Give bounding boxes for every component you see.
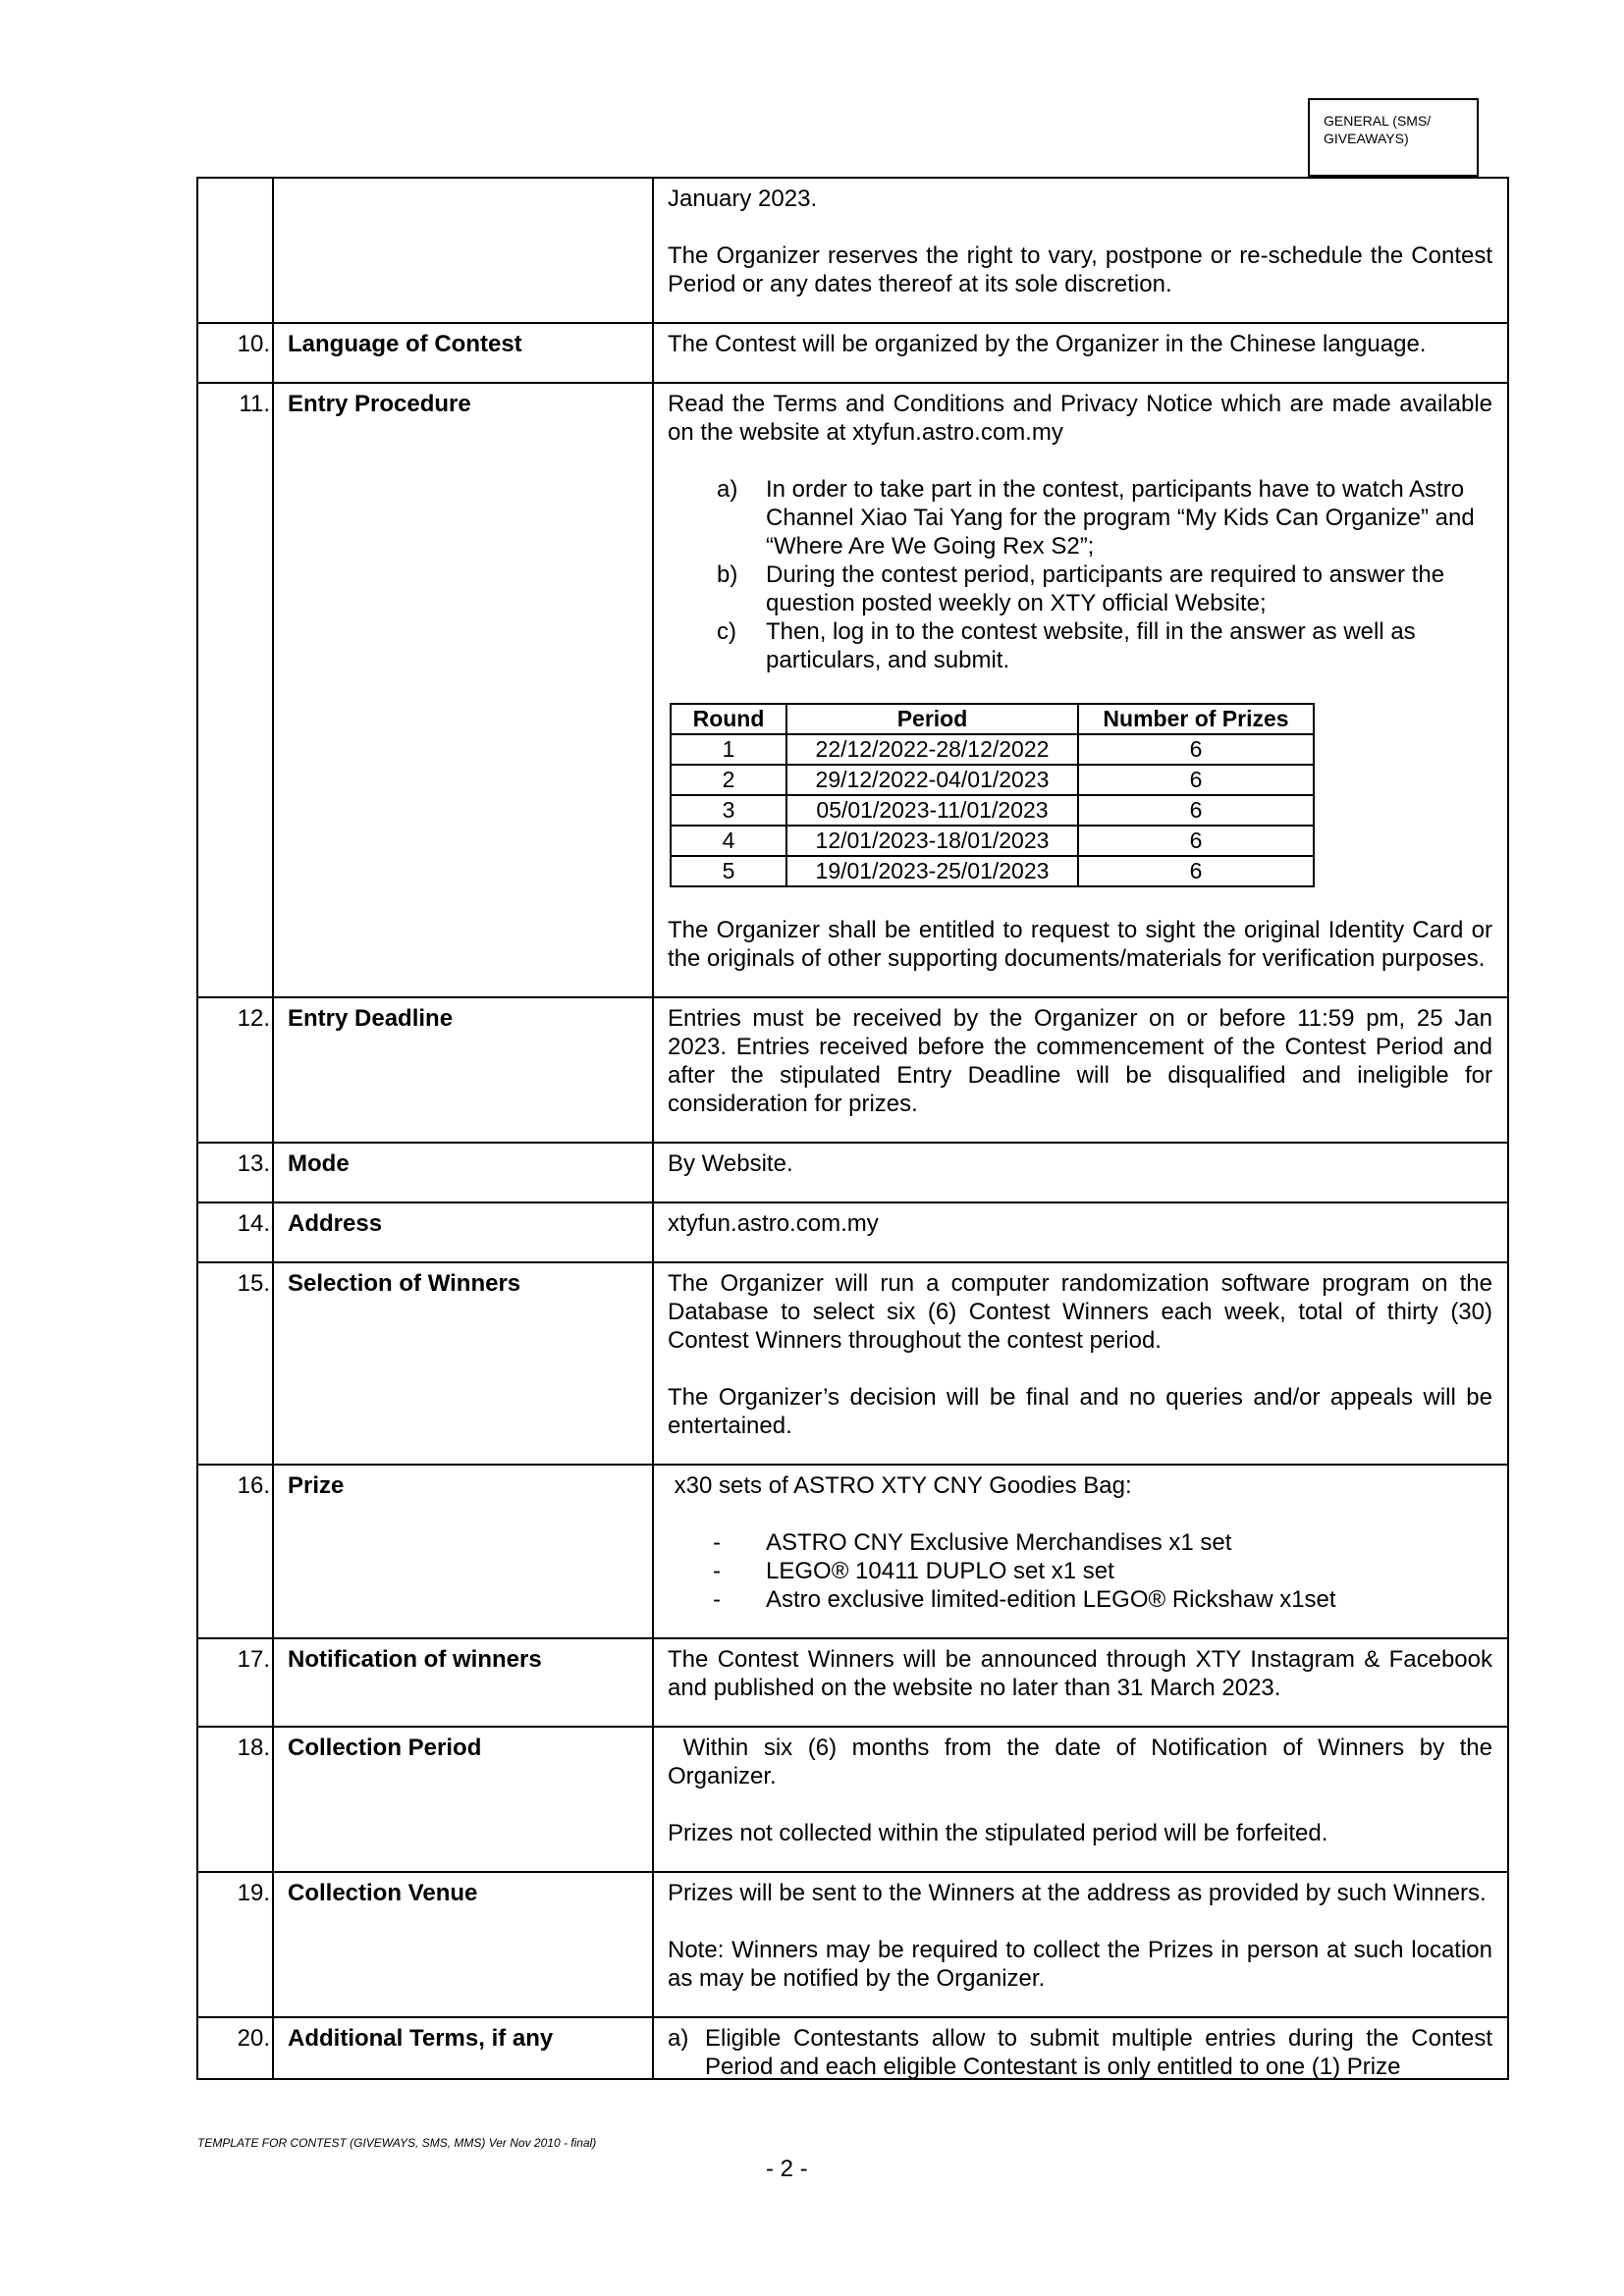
table-row [197,1465,1508,1638]
paragraph: The Contest will be organized by the Organizer in the Chinese language. [668,331,1427,357]
paragraph: Read the Terms and Conditions and Privacy Notice which are made available on the website at xtyfun.astro.com.my [668,391,1492,446]
list-marker: c) [717,618,736,645]
row-number: 16. [197,1465,273,1638]
list-marker: a) [717,476,738,503]
rounds-row [671,826,1314,856]
list-item [713,1557,1492,1585]
list-text: LEGO® 10411 DUPLO set x1 set [766,1558,1114,1584]
column-header: Number of Prizes [1078,704,1314,734]
document-classification-tag: GENERAL (SMS/ GIVEAWAYS) [1308,98,1479,177]
list-text: ASTRO CNY Exclusive Merchandises x1 set [766,1529,1232,1556]
row-label: Notification of winners [273,1638,653,1727]
list-item [717,475,1492,561]
paragraph: Prizes will be sent to the Winners at the address as provided by such Winners. [668,1880,1487,1906]
row-content [653,323,1508,383]
row-content [653,1872,1508,2017]
paragraph: x30 sets of ASTRO XTY CNY Goodies Bag: [668,1472,1132,1499]
row-number: 17. [197,1638,273,1727]
column-header: Round [671,704,786,734]
row-label: Address [273,1202,653,1262]
row-content [653,2017,1508,2079]
dash-marker: - [713,1586,721,1613]
row-number: 11. [197,383,273,997]
row-label: Selection of Winners [273,1262,653,1465]
row-label: Prize [273,1465,653,1638]
list-item [713,1528,1492,1557]
table-cell: 05/01/2023-11/01/2023 [786,795,1078,826]
list-text: Astro exclusive limited-edition LEGO® Rickshaw x1set [766,1586,1336,1613]
paragraph: January 2023. [668,186,818,212]
paragraph: xtyfun.astro.com.my [668,1210,879,1237]
list-item [717,561,1492,617]
row-number: 10. [197,323,273,383]
table-row [197,1872,1508,2017]
table-cell: 22/12/2022-28/12/2022 [786,734,1078,765]
rounds-table [670,703,1315,887]
row-number [197,178,273,323]
row-content [653,997,1508,1143]
row-label: Collection Venue [273,1872,653,2017]
row-content [653,1638,1508,1727]
table-cell: 3 [671,795,786,826]
paragraph: Entries must be received by the Organizer on or before 11:59 pm, 25 Jan 2023. Entries received before the commencement of the Contest Period and after the stipulated Entry Deadline will be disqualified and ineligible for consideration for prizes. [668,1005,1492,1117]
procedure-list [668,475,1492,674]
table-row [197,383,1508,997]
row-content [653,1465,1508,1638]
table-cell: 6 [1078,734,1314,765]
list-text: Eligible Contestants allow to submit multiple entries during the Contest Period and each eligible Contestant is only entitled to one (1) Prize [705,2025,1492,2078]
row-number: 12. [197,997,273,1143]
row-label: Entry Procedure [273,383,653,997]
table-cell: 4 [671,826,786,856]
prize-list [668,1528,1492,1614]
table-cell: 19/01/2023-25/01/2023 [786,856,1078,886]
table-row [197,1638,1508,1727]
list-text: During the contest period, participants are required to answer the question posted weekly on XTY official Website; [766,561,1445,616]
paragraph: The Organizer reserves the right to vary, postpone or re-schedule the Contest Period or any dates thereof at its sole discretion. [668,242,1492,297]
table-cell: 6 [1078,826,1314,856]
paragraph: The Contest Winners will be announced through XTY Instagram & Facebook and published on the website no later than 31 March 2023. [668,1646,1492,1701]
row-label [273,178,653,323]
list-text: In order to take part in the contest, participants have to watch Astro Channel Xiao Tai Yang for the program “My Kids Can Organize” and “Where Are We Going Rex S2”; [766,476,1475,560]
table-row [197,2017,1508,2079]
row-number: 20. [197,2017,273,2079]
table-cell: 6 [1078,795,1314,826]
row-label: Language of Contest [273,323,653,383]
row-content [653,1143,1508,1202]
rounds-row [671,856,1314,886]
terms-table [196,177,1509,2080]
paragraph: The Organizer’s decision will be final and no queries and/or appeals will be entertained. [668,1384,1492,1439]
truncated-content [654,2024,1492,2078]
row-content [653,178,1508,323]
row-content [653,1202,1508,1262]
row-number: 18. [197,1727,273,1872]
rounds-row [671,734,1314,765]
table-row [197,1262,1508,1465]
table-row [197,1727,1508,1872]
row-content [653,383,1508,997]
table-cell: 6 [1078,856,1314,886]
column-header: Period [786,704,1078,734]
dash-marker: - [713,1558,721,1584]
table-cell: 29/12/2022-04/01/2023 [786,765,1078,795]
list-item [717,617,1492,674]
row-label: Entry Deadline [273,997,653,1143]
template-note: TEMPLATE FOR CONTEST (GIVEWAYS, SMS, MMS) Ver Nov 2010 - final) [197,2136,597,2150]
row-number: 14. [197,1202,273,1262]
table-row [197,178,1508,323]
list-text: Then, log in to the contest website, fill in the answer as well as particulars, and submit. [766,618,1416,673]
table-row [197,1143,1508,1202]
dash-marker: - [713,1529,721,1556]
list-item [654,2024,1492,2078]
paragraph: The Organizer will run a computer randomization software program on the Database to select six (6) Contest Winners each week, total of thirty (30) Contest Winners throughout the contest period. [668,1270,1492,1354]
row-label: Additional Terms, if any [273,2017,653,2079]
table-row [197,323,1508,383]
row-number: 13. [197,1143,273,1202]
row-label: Collection Period [273,1727,653,1872]
rounds-row [671,765,1314,795]
row-content [653,1262,1508,1465]
table-cell: 6 [1078,765,1314,795]
table-cell: 5 [671,856,786,886]
table-row [197,997,1508,1143]
paragraph: The Organizer shall be entitled to request to sight the original Identity Card or the originals of other supporting documents/materials for verification purposes. [668,917,1492,972]
paragraph: Within six (6) months from the date of Notification of Winners by the Organizer. [668,1735,1499,1789]
table-cell: 12/01/2023-18/01/2023 [786,826,1078,856]
paragraph: By Website. [668,1150,793,1177]
rounds-row [671,795,1314,826]
rounds-header-row [671,704,1314,734]
list-item [713,1585,1492,1614]
row-number: 15. [197,1262,273,1465]
page-number: - 2 - [766,2156,808,2182]
row-number: 19. [197,1872,273,2017]
list-marker: a) [668,2025,689,2052]
row-label: Mode [273,1143,653,1202]
table-row [197,1202,1508,1262]
list-marker: b) [717,561,738,588]
paragraph: Note: Winners may be required to collect the Prizes in person at such location as may be notified by the Organizer. [668,1937,1492,1992]
paragraph: Prizes not collected within the stipulated period will be forfeited. [668,1820,1328,1846]
table-cell: 1 [671,734,786,765]
row-content [653,1727,1508,1872]
table-cell: 2 [671,765,786,795]
